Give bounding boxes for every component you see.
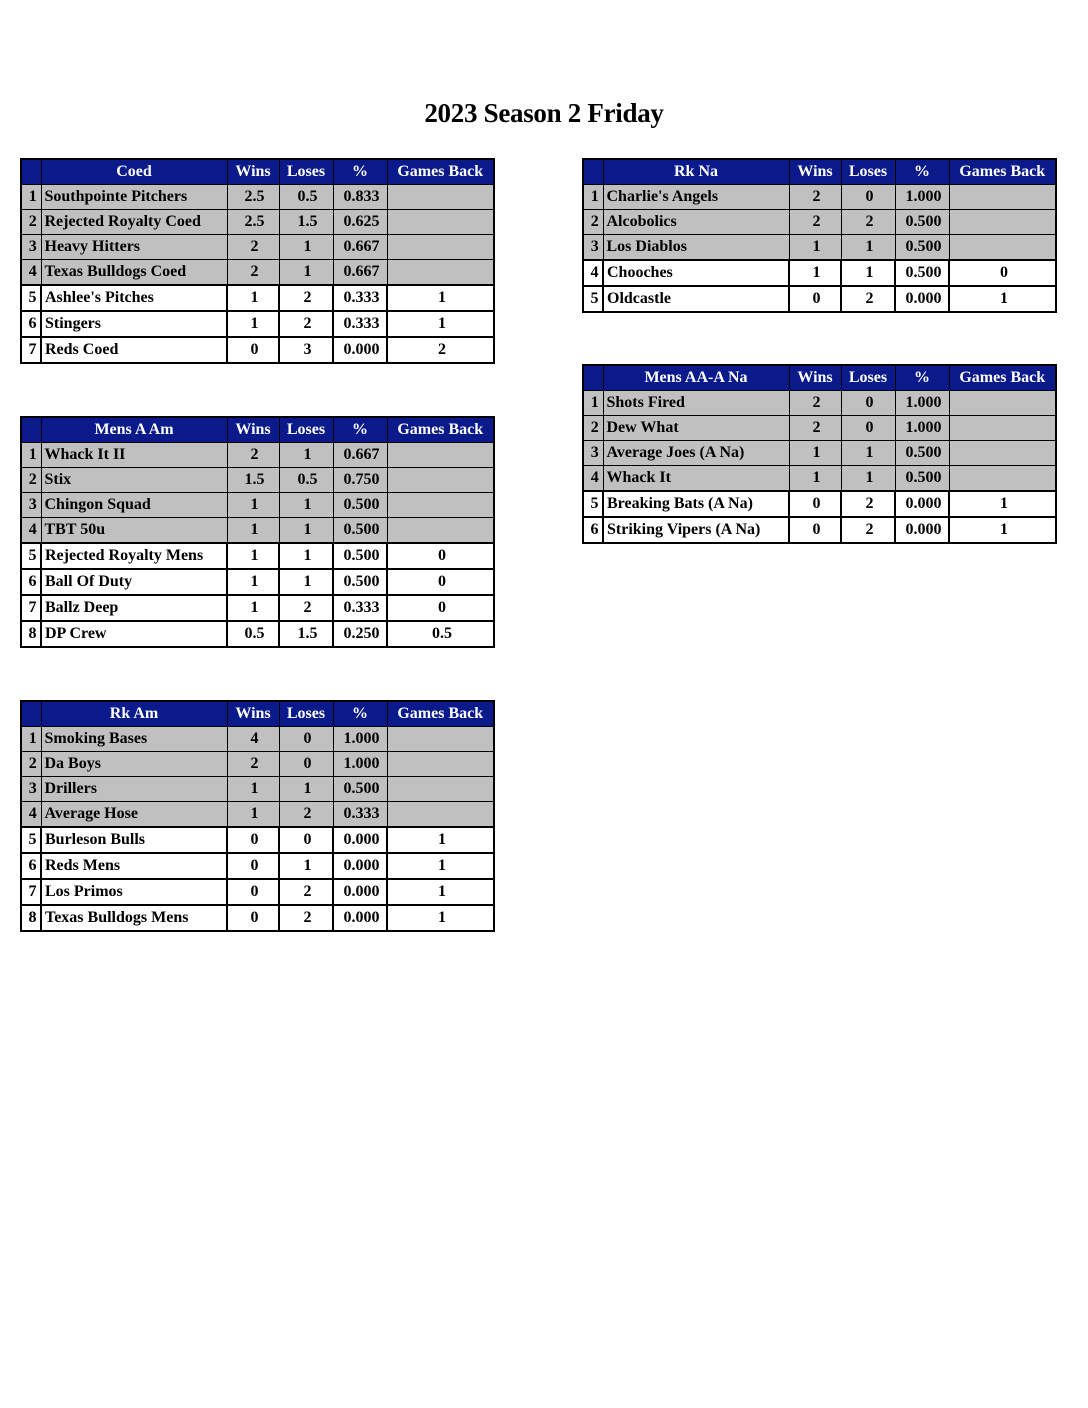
team-name-cell: Reds Mens xyxy=(41,853,227,879)
table-row xyxy=(21,595,494,621)
wins-cell: 2 xyxy=(227,443,279,468)
rank-cell: 6 xyxy=(583,517,603,543)
wins-cell: 1 xyxy=(227,777,279,802)
table-row xyxy=(21,468,494,493)
team-name-cell: Ballz Deep xyxy=(41,595,227,621)
header-row xyxy=(21,701,494,727)
table-row xyxy=(21,777,494,802)
rank-header xyxy=(21,417,41,443)
games-back-cell xyxy=(949,210,1056,235)
table-row xyxy=(583,210,1056,235)
loses-cell: 0.5 xyxy=(279,185,333,210)
wins-cell: 1 xyxy=(227,543,279,569)
team-name-cell: Breaking Bats (A Na) xyxy=(603,491,789,517)
wins-cell: 1 xyxy=(227,518,279,544)
table-row xyxy=(21,621,494,647)
rank-header xyxy=(21,159,41,185)
pct-header: % xyxy=(333,417,387,443)
rank-cell: 6 xyxy=(21,311,41,337)
loses-cell: 0 xyxy=(279,727,333,752)
games-back-cell xyxy=(949,185,1056,210)
games-back-cell xyxy=(387,468,494,493)
table-row xyxy=(583,491,1056,517)
pct-cell: 0.500 xyxy=(333,518,387,544)
coed-standings-table xyxy=(20,158,495,364)
rank-cell: 2 xyxy=(583,210,603,235)
loses-cell: 3 xyxy=(279,337,333,363)
rank-header xyxy=(583,365,603,391)
wins-header: Wins xyxy=(789,365,841,391)
rank-cell: 8 xyxy=(21,905,41,931)
rank-cell: 5 xyxy=(21,543,41,569)
games-back-cell xyxy=(387,185,494,210)
rank-cell: 3 xyxy=(21,235,41,260)
games-back-cell xyxy=(387,210,494,235)
team-name-cell: Southpointe Pitchers xyxy=(41,185,227,210)
loses-cell: 2 xyxy=(841,210,895,235)
pct-header: % xyxy=(895,365,949,391)
team-name-cell: Whack It II xyxy=(41,443,227,468)
pct-cell: 0.667 xyxy=(333,260,387,286)
rank-cell: 4 xyxy=(583,260,603,286)
table-row xyxy=(21,235,494,260)
games-back-cell xyxy=(949,391,1056,416)
table-row xyxy=(583,416,1056,441)
pct-cell: 1.000 xyxy=(333,727,387,752)
games-back-cell: 1 xyxy=(387,285,494,311)
table-row xyxy=(21,727,494,752)
games-back-cell xyxy=(949,416,1056,441)
header-row xyxy=(21,159,494,185)
rank-cell: 5 xyxy=(583,491,603,517)
rank-cell: 7 xyxy=(21,879,41,905)
pct-cell: 0.500 xyxy=(895,210,949,235)
pct-cell: 0.000 xyxy=(333,827,387,853)
games-back-cell xyxy=(387,752,494,777)
loses-header: Loses xyxy=(279,159,333,185)
table-row xyxy=(21,827,494,853)
team-name-cell: Ball Of Duty xyxy=(41,569,227,595)
loses-cell: 2 xyxy=(279,285,333,311)
pct-cell: 0.500 xyxy=(895,441,949,466)
rank-cell: 1 xyxy=(583,391,603,416)
pct-cell: 0.250 xyxy=(333,621,387,647)
wins-cell: 0 xyxy=(227,879,279,905)
mens-aa-a-na-standings-table xyxy=(582,364,1057,544)
loses-header: Loses xyxy=(841,159,895,185)
rank-cell: 1 xyxy=(21,443,41,468)
pct-cell: 0.000 xyxy=(333,879,387,905)
wins-cell: 0 xyxy=(227,827,279,853)
pct-cell: 0.500 xyxy=(333,777,387,802)
team-name-cell: Los Primos xyxy=(41,879,227,905)
mens-a-am-standings-table xyxy=(20,416,495,648)
pct-cell: 0.500 xyxy=(333,543,387,569)
rk-am-standings-table xyxy=(20,700,495,932)
pct-cell: 0.500 xyxy=(895,466,949,492)
rank-cell: 2 xyxy=(583,416,603,441)
loses-header: Loses xyxy=(841,365,895,391)
table-row xyxy=(21,905,494,931)
games-back-header: Games Back xyxy=(949,365,1056,391)
table-row xyxy=(583,441,1056,466)
loses-cell: 2 xyxy=(279,905,333,931)
pct-cell: 0.000 xyxy=(333,905,387,931)
team-name-cell: Heavy Hitters xyxy=(41,235,227,260)
rank-cell: 1 xyxy=(21,185,41,210)
team-name-cell: Whack It xyxy=(603,466,789,492)
games-back-cell: 1 xyxy=(387,853,494,879)
loses-cell: 1.5 xyxy=(279,621,333,647)
table-row xyxy=(583,517,1056,543)
wins-cell: 1 xyxy=(227,569,279,595)
games-back-cell xyxy=(387,518,494,544)
loses-cell: 1 xyxy=(279,260,333,286)
pct-cell: 0.500 xyxy=(895,260,949,286)
loses-cell: 1 xyxy=(841,466,895,492)
wins-cell: 2 xyxy=(789,391,841,416)
table-row xyxy=(21,185,494,210)
loses-cell: 1 xyxy=(841,235,895,261)
pct-cell: 0.833 xyxy=(333,185,387,210)
header-row xyxy=(21,417,494,443)
table-row xyxy=(583,260,1056,286)
rank-cell: 4 xyxy=(21,518,41,544)
pct-cell: 0.333 xyxy=(333,285,387,311)
wins-cell: 2.5 xyxy=(227,210,279,235)
loses-cell: 1.5 xyxy=(279,210,333,235)
page-title: 2023 Season 2 Friday xyxy=(424,98,664,128)
table-row xyxy=(21,337,494,363)
pct-cell: 0.667 xyxy=(333,443,387,468)
table-row xyxy=(21,518,494,544)
table-row xyxy=(21,752,494,777)
wins-cell: 0.5 xyxy=(227,621,279,647)
games-back-cell: 1 xyxy=(949,491,1056,517)
table-row xyxy=(21,879,494,905)
team-name-cell: Striking Vipers (A Na) xyxy=(603,517,789,543)
loses-header: Loses xyxy=(279,701,333,727)
wins-header: Wins xyxy=(227,701,279,727)
wins-header: Wins xyxy=(227,159,279,185)
pct-cell: 0.500 xyxy=(895,235,949,261)
rank-cell: 2 xyxy=(21,468,41,493)
games-back-cell xyxy=(949,466,1056,492)
table-row xyxy=(21,543,494,569)
games-back-cell xyxy=(387,802,494,828)
games-back-cell xyxy=(387,777,494,802)
pct-cell: 0.667 xyxy=(333,235,387,260)
wins-cell: 1 xyxy=(227,493,279,518)
loses-cell: 0 xyxy=(279,827,333,853)
wins-cell: 1 xyxy=(227,285,279,311)
loses-cell: 1 xyxy=(279,543,333,569)
rank-cell: 5 xyxy=(583,286,603,312)
team-name-cell: Da Boys xyxy=(41,752,227,777)
wins-cell: 1 xyxy=(789,235,841,261)
team-name-cell: Oldcastle xyxy=(603,286,789,312)
table-row xyxy=(21,285,494,311)
games-back-cell: 1 xyxy=(949,517,1056,543)
rank-cell: 1 xyxy=(21,727,41,752)
pct-cell: 0.000 xyxy=(333,337,387,363)
loses-cell: 1 xyxy=(279,493,333,518)
games-back-cell: 0.5 xyxy=(387,621,494,647)
loses-cell: 1 xyxy=(841,260,895,286)
team-name-cell: Texas Bulldogs Mens xyxy=(41,905,227,931)
team-name-cell: Smoking Bases xyxy=(41,727,227,752)
wins-header: Wins xyxy=(789,159,841,185)
games-back-cell xyxy=(387,260,494,286)
games-back-cell xyxy=(387,235,494,260)
team-name-cell: Chingon Squad xyxy=(41,493,227,518)
rank-cell: 4 xyxy=(21,802,41,828)
table-row xyxy=(21,210,494,235)
loses-cell: 2 xyxy=(841,517,895,543)
rank-cell: 3 xyxy=(21,777,41,802)
table-row xyxy=(21,311,494,337)
team-name-cell: Reds Coed xyxy=(41,337,227,363)
rank-cell: 4 xyxy=(583,466,603,492)
team-name-cell: Stingers xyxy=(41,311,227,337)
loses-cell: 0 xyxy=(841,185,895,210)
pct-header: % xyxy=(333,701,387,727)
rank-cell: 2 xyxy=(21,210,41,235)
wins-cell: 1 xyxy=(789,260,841,286)
loses-cell: 2 xyxy=(279,595,333,621)
team-name-cell: TBT 50u xyxy=(41,518,227,544)
rank-cell: 6 xyxy=(21,853,41,879)
games-back-cell xyxy=(949,441,1056,466)
table-row xyxy=(21,569,494,595)
pct-header: % xyxy=(895,159,949,185)
wins-cell: 1.5 xyxy=(227,468,279,493)
loses-cell: 0 xyxy=(279,752,333,777)
team-name-cell: DP Crew xyxy=(41,621,227,647)
loses-cell: 1 xyxy=(279,777,333,802)
wins-cell: 0 xyxy=(789,491,841,517)
table-row xyxy=(583,466,1056,492)
wins-cell: 2 xyxy=(227,235,279,260)
games-back-cell xyxy=(387,493,494,518)
table-row xyxy=(583,286,1056,312)
rank-cell: 7 xyxy=(21,595,41,621)
loses-cell: 0 xyxy=(841,391,895,416)
header-row xyxy=(583,159,1056,185)
table-row xyxy=(21,493,494,518)
division-name: Rk Am xyxy=(41,701,227,727)
table-row xyxy=(21,853,494,879)
pct-cell: 0.500 xyxy=(333,493,387,518)
wins-cell: 2 xyxy=(227,260,279,286)
team-name-cell: Chooches xyxy=(603,260,789,286)
header-row xyxy=(583,365,1056,391)
team-name-cell: Texas Bulldogs Coed xyxy=(41,260,227,286)
pct-cell: 1.000 xyxy=(895,185,949,210)
loses-cell: 1 xyxy=(279,853,333,879)
games-back-cell: 1 xyxy=(387,879,494,905)
division-name: Mens A Am xyxy=(41,417,227,443)
team-name-cell: Los Diablos xyxy=(603,235,789,261)
loses-cell: 2 xyxy=(841,491,895,517)
division-name: Rk Na xyxy=(603,159,789,185)
team-name-cell: Average Joes (A Na) xyxy=(603,441,789,466)
rank-cell: 7 xyxy=(21,337,41,363)
pct-cell: 0.000 xyxy=(895,517,949,543)
division-name: Mens AA-A Na xyxy=(603,365,789,391)
rank-cell: 3 xyxy=(583,235,603,261)
games-back-cell: 1 xyxy=(949,286,1056,312)
table-row xyxy=(583,391,1056,416)
rank-cell: 3 xyxy=(583,441,603,466)
wins-cell: 0 xyxy=(227,905,279,931)
pct-cell: 1.000 xyxy=(895,416,949,441)
team-name-cell: Dew What xyxy=(603,416,789,441)
team-name-cell: Rejected Royalty Mens xyxy=(41,543,227,569)
division-name: Coed xyxy=(41,159,227,185)
wins-cell: 0 xyxy=(227,337,279,363)
games-back-header: Games Back xyxy=(387,159,494,185)
games-back-cell: 2 xyxy=(387,337,494,363)
loses-cell: 2 xyxy=(841,286,895,312)
wins-cell: 1 xyxy=(227,802,279,828)
wins-cell: 2 xyxy=(227,752,279,777)
team-name-cell: Alcobolics xyxy=(603,210,789,235)
table-row xyxy=(583,185,1056,210)
team-name-cell: Shots Fired xyxy=(603,391,789,416)
games-back-cell: 0 xyxy=(387,595,494,621)
games-back-cell xyxy=(387,727,494,752)
games-back-header: Games Back xyxy=(387,701,494,727)
games-back-cell: 1 xyxy=(387,905,494,931)
games-back-cell xyxy=(387,443,494,468)
wins-cell: 1 xyxy=(227,595,279,621)
loses-cell: 1 xyxy=(841,441,895,466)
wins-cell: 4 xyxy=(227,727,279,752)
table-row xyxy=(21,802,494,828)
table-row xyxy=(21,443,494,468)
wins-cell: 2 xyxy=(789,210,841,235)
rank-header xyxy=(21,701,41,727)
wins-cell: 1 xyxy=(789,466,841,492)
loses-cell: 2 xyxy=(279,879,333,905)
loses-cell: 0.5 xyxy=(279,468,333,493)
pct-cell: 0.333 xyxy=(333,595,387,621)
rank-cell: 1 xyxy=(583,185,603,210)
loses-cell: 1 xyxy=(279,235,333,260)
loses-cell: 1 xyxy=(279,443,333,468)
team-name-cell: Drillers xyxy=(41,777,227,802)
pct-cell: 0.333 xyxy=(333,802,387,828)
team-name-cell: Burleson Bulls xyxy=(41,827,227,853)
rk-na-standings-table xyxy=(582,158,1057,313)
loses-cell: 1 xyxy=(279,518,333,544)
team-name-cell: Ashlee's Pitches xyxy=(41,285,227,311)
team-name-cell: Rejected Royalty Coed xyxy=(41,210,227,235)
wins-cell: 2.5 xyxy=(227,185,279,210)
wins-cell: 2 xyxy=(789,416,841,441)
loses-cell: 0 xyxy=(841,416,895,441)
games-back-header: Games Back xyxy=(949,159,1056,185)
team-name-cell: Stix xyxy=(41,468,227,493)
wins-cell: 2 xyxy=(789,185,841,210)
pct-cell: 0.750 xyxy=(333,468,387,493)
table-row xyxy=(21,260,494,286)
pct-cell: 0.333 xyxy=(333,311,387,337)
pct-cell: 1.000 xyxy=(333,752,387,777)
rank-cell: 5 xyxy=(21,285,41,311)
games-back-cell xyxy=(949,235,1056,261)
loses-cell: 1 xyxy=(279,569,333,595)
games-back-cell: 1 xyxy=(387,827,494,853)
wins-header: Wins xyxy=(227,417,279,443)
rank-cell: 2 xyxy=(21,752,41,777)
pct-cell: 0.000 xyxy=(895,286,949,312)
wins-cell: 0 xyxy=(227,853,279,879)
pct-cell: 0.625 xyxy=(333,210,387,235)
table-row xyxy=(583,235,1056,261)
games-back-cell: 0 xyxy=(949,260,1056,286)
wins-cell: 0 xyxy=(789,286,841,312)
games-back-cell: 1 xyxy=(387,311,494,337)
games-back-header: Games Back xyxy=(387,417,494,443)
loses-cell: 2 xyxy=(279,802,333,828)
rank-cell: 6 xyxy=(21,569,41,595)
pct-cell: 0.500 xyxy=(333,569,387,595)
rank-cell: 4 xyxy=(21,260,41,286)
rank-cell: 8 xyxy=(21,621,41,647)
pct-cell: 0.000 xyxy=(895,491,949,517)
pct-cell: 0.000 xyxy=(333,853,387,879)
games-back-cell: 0 xyxy=(387,569,494,595)
wins-cell: 0 xyxy=(789,517,841,543)
pct-header: % xyxy=(333,159,387,185)
wins-cell: 1 xyxy=(227,311,279,337)
loses-header: Loses xyxy=(279,417,333,443)
team-name-cell: Average Hose xyxy=(41,802,227,828)
wins-cell: 1 xyxy=(789,441,841,466)
team-name-cell: Charlie's Angels xyxy=(603,185,789,210)
rank-cell: 3 xyxy=(21,493,41,518)
pct-cell: 1.000 xyxy=(895,391,949,416)
rank-header xyxy=(583,159,603,185)
loses-cell: 2 xyxy=(279,311,333,337)
rank-cell: 5 xyxy=(21,827,41,853)
games-back-cell: 0 xyxy=(387,543,494,569)
